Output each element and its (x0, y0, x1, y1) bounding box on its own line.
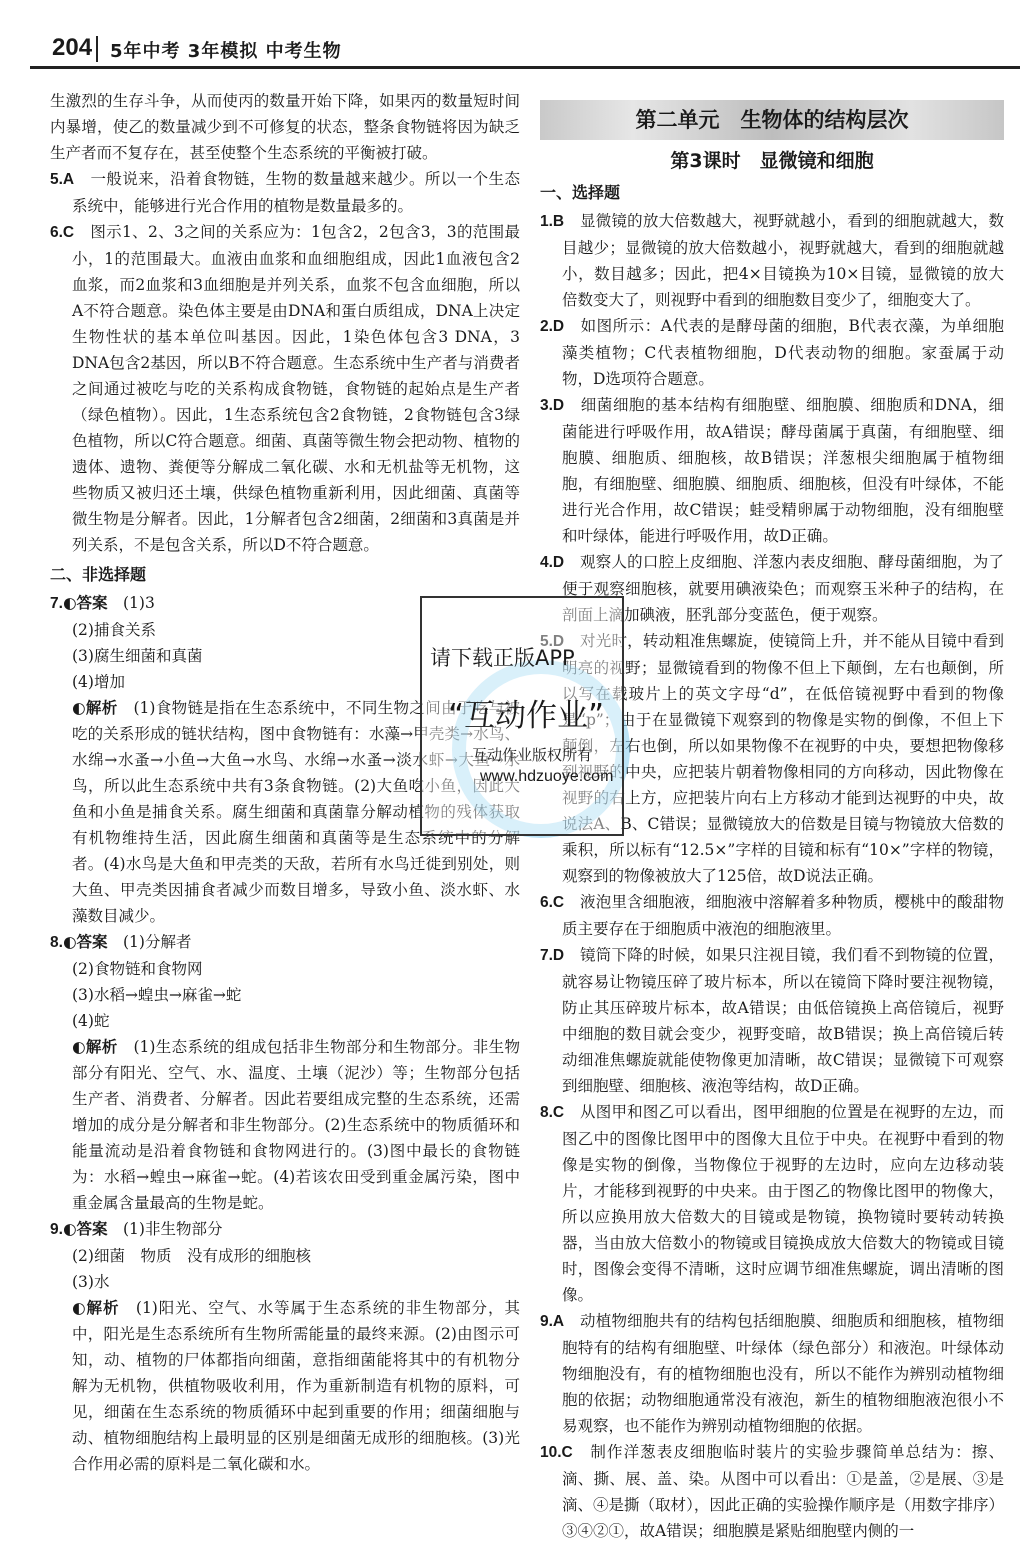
item-text: 一般说来，沿着食物链，生物的数量越来越少。所以一个生态系统中，能够进行光合作用的植物是数量最多的。 (72, 170, 520, 215)
answer-line: (1)非生物部分 (123, 1220, 223, 1238)
unit-title: 第二单元 生物体的结构层次 (540, 100, 1004, 140)
answer-item: 7.D 镜筒下降的时候，如果只注视目镜，我们看不到物镜的位置，就容易让物镜压碎了玻片标本，所以在镜筒下降时要注视物镜，防止其压碎玻片标本，故A错误；由低倍镜换上高倍镜后，视野中细胞的数目就会变少，视野变暗，故B错误；换上高倍镜后转动细准焦螺旋就能使物像更加清晰，故C错误；显微镜下可观察到细胞壁、细胞核、液泡等结构，故D正确。 (540, 946, 1004, 1095)
page-header (30, 34, 1020, 78)
answer-item (50, 166, 520, 219)
item-text: 图示1、2、3之间的关系应为：1包含2，2包含3，3的范围最小，1的范围最大。血液由血浆和血细胞组成，因此1血液包含2血浆，而2血浆和3血细胞是并列关系，血浆不包含血细胞，所以A不符合题意。染色体主要是由DNA和蛋白质组成，DNA上决定生物性状的基本单位叫基因。因此，1染色体包含3 DNA，3 DNA包含2基因，所以B不符合题意。生态系统中生产者与消费者之间通过被吃与吃的关系构成食物链，食物链的起始点是生产者（绿色植物）。因此，1生态系统包含2食物链，2食物链包含3绿色植物，所以C符合题意。细菌、真菌等微生物会把动物、植物的遗体、遗物、粪便等分解成二氧化碳、水和无机盐等无机物，这些物质又被归还土壤，供绿色植物重新利用，因此细菌、真菌等微生物是分解者。因此，1分解者包含2细菌，2细菌和3真菌是并列关系，不是包含关系，所以D不符合题意。 (72, 223, 520, 554)
watermark-line: “互动作业” (448, 698, 605, 734)
answer-item: 2.D 如图所示：A代表的是酵母菌的细胞，B代表衣藻，为单细胞藻类植物；C代表植物细胞，D代表动物的细胞。家蚕属于动物，D选项符合题意。 (540, 317, 1004, 388)
answer-item: 4.D 观察人的口腔上皮细胞、洋葱内表皮细胞、酵母菌细胞，为了便于观察细胞核，就要用碘液染色；而观察玉米种子的结构，在剖面上滴加碘液，胚乳部分变蓝色，便于观察。 (540, 553, 1004, 624)
answer-item: 9.A 动植物细胞共有的结构包括细胞膜、细胞质和细胞核，植物细胞特有的结构有细胞壁、叶绿体（绿色部分）和液泡。叶绿体动物细胞没有，有的植物细胞也没有，所以不能作为辨别动植物细胞的依据；动物细胞通常没有液泡，新生的植物细胞液泡很小不易观察，也不能作为辨别动植物细胞的依据。 (540, 1312, 1004, 1435)
answer-tag: ◐答案 (62, 1220, 108, 1238)
analysis: ◐解析 (1)生态系统的组成包括非生物部分和生物部分。非生物部分有阳光、空气、水、温度、土壤（泥沙）等；生物部分包括生产者、消费者、分解者。因此若要组成完整的生态系统，还需增加的成分是分解者和非生物部分。(2)生态系统中的物质循环和能量流动是沿着食物链和食物网进行的。(3)图中最长的食物链为：水稻→蝗虫→麻雀→蛇。(4)若该农田受到重金属污染，图中重金属含量最高的生物是蛇。 (72, 1038, 520, 1212)
answer-item (50, 219, 520, 558)
answer-item: 10.C 制作洋葱表皮细胞临时装片的实验步骤简单总结为：擦、滴、撕、展、盖、染。从图中可以看出：①是盖，②是展、③是滴、④是撕（取材），因此正确的实验操作顺序是（用数字排序）③④②①，故A错误；细胞膜是紧贴细胞壁内侧的一 (540, 1443, 1004, 1540)
analysis-tag: ◐解析 (72, 1038, 118, 1056)
answer-line: (1)分解者 (123, 933, 192, 951)
answer-line: (2)捕食关系 (72, 621, 156, 639)
answer-line: (3)腐生细菌和真菌 (72, 647, 203, 665)
answer-line: (4)增加 (72, 673, 125, 691)
watermark-box (420, 596, 624, 836)
continuation-text: 生激烈的生存斗争，从而使丙的数量开始下降，如果丙的数量短时间内暴增，使乙的数量减少到不可修复的状态，整条食物链将因为缺乏生产者而不复存在，甚至使整个生态系统的平衡被打破。 (50, 92, 520, 162)
watermark-url: www.hdzuoye.com (480, 768, 614, 785)
answer-item: 3.D 细菌细胞的基本结构有细胞壁、细胞膜、细胞质和DNA，细菌能进行呼吸作用，故A错误；酵母菌属于真菌，有细胞壁、细胞膜、细胞质、细胞核，故B错误；洋葱根尖细胞属于植物细胞，有细胞壁、细胞膜、细胞质、细胞核，但没有叶绿体，不能进行光合作用，故C错误；蛙受精卵属于动物细胞，没有细胞壁和叶绿体，能进行呼吸作用，故D正确。 (540, 396, 1004, 545)
lesson-title: 第3课时 显微镜和细胞 (670, 150, 874, 172)
answer-line: (2)细菌 物质 没有成形的细胞核 (72, 1247, 311, 1265)
item-number: 5.A (50, 171, 75, 188)
watermark-line: 请下载正版APP (430, 646, 575, 670)
answer-line: (3)水稻→蝗虫→麻雀→蛇 (72, 986, 242, 1004)
answer-line: (4)蛇 (72, 1012, 110, 1030)
analysis: ◐解析 (1)食物链是指在生态系统中，不同生物之间由于吃与被吃的关系形成的链状结构，图中食物链有：水藻→甲壳类→水鸟、水绵→水蚤→小鱼→大鱼→水鸟、水绵→水蚤→淡水虾→大鱼→水鸟，所以此生态系统中共有3条食物链。(2)大鱼吃小鱼，因此大鱼和小鱼是捕食关系。腐生细菌和真菌靠分解动植物的残体获取有机物维持生活，因此腐生细菌和真菌等是生态系统中的分解者。(4)水鸟是大鱼和甲壳类的天敌，若所有水鸟迁徙到别处，则大鱼、甲壳类因捕食者减少而数目增多，导致小鱼、淡水虾、水藻数目减少。 (72, 699, 520, 925)
answer-item (50, 929, 520, 956)
answer-item: 1.B 显微镜的放大倍数越大，视野就越小，看到的细胞就越大，数目越少；显微镜的放大倍数越小，视野就越大，看到的细胞就越小，数目越多；因此，把4×目镜换为10×目镜，显微镜的放大倍数变大了，则视野中看到的细胞数目变少了，细胞变大了。 (540, 212, 1004, 309)
analysis-tag: ◐解析 (72, 1299, 120, 1317)
book-title: 5年中考 3年模拟 中考生物 (110, 41, 342, 62)
analysis: ◐解析 (1)阳光、空气、水等属于生态系统的非生物部分，其中，阳光是生态系统所有生物所需能量的最终来源。(2)由图示可知，动、植物的尸体都指向细菌，意指细菌能将其中的有机物分解为无机物，供植物吸收利用，作为重新制造有机物的原料，可见，细菌在生态系统的物质循环中起到重要的作用；细菌细胞与动、植物细胞结构上最明显的区别是细菌无成形的细胞核。(3)光合作用必需的原料是二氧化碳和水。 (72, 1299, 520, 1473)
answer-item: 6.C 液泡里含细胞液，细胞液中溶解着多种物质，樱桃中的酸甜物质主要存在于细胞质中液泡的细胞液里。 (540, 893, 1004, 938)
analysis-tag: ◐解析 (72, 699, 118, 717)
watermark-line: 互动作业版权所有 (472, 746, 593, 764)
answer-line: (1)3 (123, 594, 155, 612)
item-number: 8. (50, 934, 63, 951)
answer-line: (3)水 (72, 1273, 110, 1291)
section-heading: 二、非选择题 (50, 565, 147, 584)
header-divider (96, 36, 98, 62)
answer-tag: ◐答案 (62, 933, 108, 951)
item-number: 7. (50, 595, 63, 612)
page-number: 204 (52, 34, 93, 61)
section-heading: 一、选择题 (540, 183, 621, 202)
answer-line: (2)食物链和食物网 (72, 960, 203, 978)
answer-item: 5.D 对光时，转动粗准焦螺旋，使镜筒上升，并不能从目镜中看到明亮的视野；显微镜看到的物像不但上下颠倒，左右也颠倒，所以写在载玻片上的英文字母“d”，在低倍镜视野中看到的物像是“p”；由于在显微镜下观察到的物像是实物的倒像，不但上下颠倒，左右也倒，所以如果物像不在视野的中央，要想把物像移到视野的中央，应把装片朝着物像相同的方向移动，因此物像在视野的右上方，应把装片向右上方移动才能到达视野的中央，故说法A、B、C错误；显微镜放大的倍数是目镜与物镜放大倍数的乘积，所以标有“12.5×”字样的目镜和标有“10×”字样的物镜，观察到的物像被放大了125倍，故D说法正确。 (540, 632, 1004, 885)
answer-item: 8.C 从图甲和图乙可以看出，图甲细胞的位置是在视野的左边，而图乙中的图像比图甲中的图像大且位于中央。在视野中看到的物像是实物的倒像，当物像位于视野的左边时，应向左边移动装片，才能移到视野的中央来。由于图乙的物像比图甲的物像大，所以应换用放大倍数大的目镜或是物镜，换物镜时要转动转换器，当由放大倍数小的物镜或目镜换成放大倍数大的物镜或目镜时，图像会变得不清晰，这时应调节细准焦螺旋，调出清晰的图像。 (540, 1103, 1004, 1304)
answer-item (50, 1216, 520, 1243)
answer-tag: ◐答案 (62, 594, 108, 612)
item-number: 9. (50, 1221, 63, 1238)
item-number: 6.C (50, 224, 75, 241)
header-rule (30, 66, 1020, 69)
